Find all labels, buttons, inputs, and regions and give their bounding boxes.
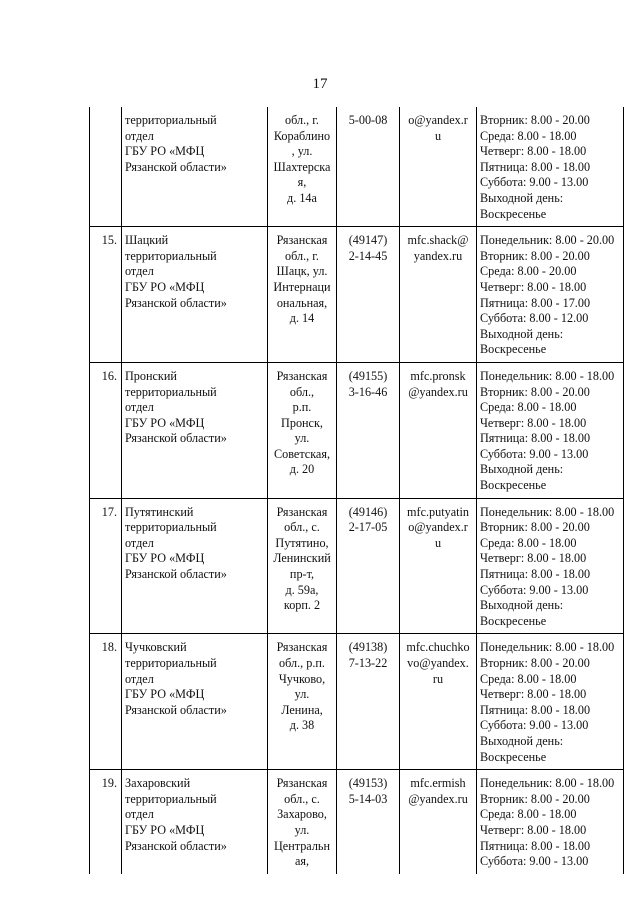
- office-address-line: д. 20: [289, 462, 315, 477]
- office-hours-line: Четверг: 8.00 - 18.00: [480, 822, 587, 837]
- row-number-cell: 18.: [90, 634, 122, 770]
- office-hours-line: Четверг: 8.00 - 18.00: [480, 144, 587, 159]
- office-name-line: Чучковский: [125, 640, 187, 655]
- office-phone-cell: [337, 227, 400, 363]
- office-email-line: mfc.chuchko: [406, 640, 470, 655]
- office-name-cell: [122, 498, 268, 634]
- office-name-line: отдел: [125, 400, 154, 415]
- office-name-line: Рязанской области»: [125, 567, 227, 582]
- office-phone-line: 5-00-08: [348, 113, 388, 127]
- office-address-line: Кораблино: [273, 128, 331, 143]
- office-address-line: обл., с.: [284, 520, 320, 535]
- office-address-line: ая,: [294, 854, 310, 869]
- office-address-line: обл., г.: [285, 113, 319, 127]
- office-email-line: @yandex.ru: [408, 384, 468, 399]
- office-address-line: Рязанская: [276, 640, 328, 655]
- office-name-line: Шацкий: [125, 233, 169, 248]
- office-name-cell: [122, 770, 268, 874]
- office-email-line: u: [434, 128, 442, 143]
- office-address-line: Рязанская: [276, 776, 328, 791]
- office-name-line: Рязанской области»: [125, 702, 227, 717]
- office-phone-line: (49146): [348, 504, 388, 519]
- office-name-line: ГБУ РО «МФЦ: [125, 687, 205, 702]
- office-name-line: ГБУ РО «МФЦ: [125, 144, 205, 159]
- office-hours-line: Четверг: 8.00 - 18.00: [480, 415, 587, 430]
- office-email-line: mfc.shack@: [407, 233, 469, 248]
- office-email-line: vo@yandex.: [407, 656, 469, 670]
- office-address-line: ул.: [294, 822, 310, 837]
- office-name-line: Рязанской области»: [125, 295, 227, 310]
- office-hours-line: Воскресенье: [480, 749, 547, 764]
- row-number-cell: 19.: [90, 770, 122, 874]
- office-name-line: территориальный: [125, 656, 217, 670]
- office-email-cell: [400, 634, 477, 770]
- office-hours-line: Вторник: 8.00 - 20.00: [480, 791, 590, 806]
- office-address-line: Путятино,: [275, 535, 329, 550]
- office-hours-line: Воскресенье: [480, 613, 547, 628]
- office-address-line: Шахтерска: [273, 159, 331, 174]
- table-row: [90, 634, 624, 770]
- office-hours-line: Четверг: 8.00 - 18.00: [480, 551, 587, 566]
- office-hours-cell: [477, 634, 624, 770]
- page-number: 17: [312, 76, 328, 92]
- office-hours-line: Пятница: 8.00 - 18.00: [480, 159, 591, 174]
- office-address-line: Пронск,: [281, 415, 323, 430]
- row-number-cell: 15.: [90, 227, 122, 363]
- office-hours-line: Понедельник: 8.00 - 18.00: [480, 368, 615, 383]
- office-address-cell: [268, 362, 337, 498]
- office-hours-line: Воскресенье: [480, 206, 547, 221]
- office-email-cell: [400, 770, 477, 874]
- office-hours-line: Четверг: 8.00 - 18.00: [480, 687, 587, 702]
- office-phone-line: 2-14-45: [348, 248, 388, 263]
- office-hours-cell: [477, 107, 624, 227]
- office-name-line: отдел: [125, 535, 154, 550]
- office-hours-cell: [477, 770, 624, 874]
- row-number-cell: [90, 107, 122, 227]
- office-address-cell: [268, 498, 337, 634]
- office-phone-line: (49155): [348, 368, 388, 383]
- office-address-line: Рязанская: [276, 368, 328, 383]
- office-name-line: Рязанской области»: [125, 431, 227, 446]
- office-hours-line: Выходной день:: [480, 462, 564, 477]
- office-address-line: корп. 2: [283, 598, 321, 613]
- office-name-line: Рязанской области»: [125, 838, 227, 853]
- row-number-cell: 17.: [90, 498, 122, 634]
- office-name-line: территориальный: [125, 248, 217, 263]
- office-address-line: обл., с.: [284, 791, 320, 806]
- office-address-line: обл., г.: [285, 248, 319, 263]
- office-name-cell: [122, 362, 268, 498]
- table-row: [90, 498, 624, 634]
- office-hours-line: Выходной день:: [480, 326, 564, 341]
- office-email-line: mfc.ermish: [410, 776, 466, 791]
- office-email-line: mfc.pronsk: [410, 368, 466, 383]
- office-email-cell: [400, 498, 477, 634]
- table-row: [90, 107, 624, 227]
- office-name-line: территориальный: [125, 791, 217, 806]
- row-number-cell: 16.: [90, 362, 122, 498]
- office-address-line: ул.: [294, 431, 310, 446]
- office-hours-line: Пятница: 8.00 - 18.00: [480, 431, 591, 446]
- table-row: [90, 227, 624, 363]
- office-phone-cell: [337, 634, 400, 770]
- office-address-line: д. 59а,: [285, 582, 319, 597]
- office-address-line: Центральн: [274, 838, 330, 853]
- office-phone-cell: [337, 107, 400, 227]
- office-hours-line: Вторник: 8.00 - 20.00: [480, 656, 590, 670]
- office-address-line: обл., р.п.: [279, 656, 325, 670]
- office-email-line: mfc.putyatin: [407, 504, 469, 519]
- office-address-cell: [268, 227, 337, 363]
- office-address-line: д. 38: [289, 718, 315, 733]
- office-address-line: Советская,: [274, 446, 330, 461]
- office-phone-line: (49138): [348, 640, 388, 655]
- office-phone-cell: [337, 498, 400, 634]
- office-hours-line: Понедельник: 8.00 - 18.00: [480, 776, 615, 791]
- office-email-cell: [400, 227, 477, 363]
- office-phone-line: (49153): [348, 776, 388, 791]
- office-address-cell: [268, 107, 337, 227]
- office-name-line: отдел: [125, 671, 154, 686]
- office-hours-line: Пятница: 8.00 - 18.00: [480, 838, 591, 853]
- office-hours-line: Выходной день:: [480, 733, 564, 748]
- office-hours-line: Среда: 8.00 - 20.00: [480, 264, 577, 279]
- office-phone-line: 3-16-46: [348, 384, 388, 399]
- office-hours-line: Среда: 8.00 - 18.00: [480, 535, 577, 550]
- office-hours-line: Среда: 8.00 - 18.00: [480, 400, 577, 415]
- office-hours-cell: [477, 227, 624, 363]
- office-email-line: ru: [432, 671, 444, 686]
- office-address-line: д. 14а: [287, 190, 317, 205]
- office-hours-line: Понедельник: 8.00 - 18.00: [480, 504, 615, 519]
- office-phone-line: 2-17-05: [348, 520, 388, 535]
- office-hours-line: Вторник: 8.00 - 20.00: [480, 248, 590, 263]
- office-address-line: я,: [297, 175, 307, 190]
- office-name-line: территориальный: [125, 384, 217, 399]
- office-hours-line: Пятница: 8.00 - 18.00: [480, 702, 591, 717]
- office-name-line: ГБУ РО «МФЦ: [125, 551, 205, 566]
- office-hours-line: Понедельник: 8.00 - 20.00: [480, 233, 615, 248]
- office-name-line: ГБУ РО «МФЦ: [125, 415, 205, 430]
- office-hours-line: Понедельник: 8.00 - 18.00: [480, 640, 615, 655]
- office-email-line: yandex.ru: [413, 248, 463, 263]
- office-address-line: , ул.: [291, 144, 313, 159]
- office-hours-line: Суббота: 9.00 - 13.00: [480, 582, 589, 597]
- office-address-line: Ленина,: [281, 702, 323, 717]
- office-email-line: @yandex.ru: [408, 791, 468, 806]
- office-name-line: ГБУ РО «МФЦ: [125, 822, 205, 837]
- office-address-line: р.п.: [292, 400, 312, 415]
- office-address-line: Интернаци: [273, 279, 331, 294]
- office-address-line: Ленинский: [273, 551, 331, 566]
- office-phone-line: 7-13-22: [348, 656, 388, 670]
- office-name-line: Путятинский: [125, 504, 194, 519]
- office-email-line: o@yandex.r: [408, 520, 468, 535]
- office-phone-line: 5-14-03: [348, 791, 388, 806]
- office-address-line: ул.: [294, 687, 310, 702]
- office-address-line: пр-т,: [289, 567, 315, 582]
- office-hours-line: Выходной день:: [480, 190, 564, 205]
- office-address-line: Рязанская: [276, 504, 328, 519]
- office-address-line: д. 14: [289, 311, 315, 326]
- office-hours-cell: [477, 498, 624, 634]
- office-hours-line: Суббота: 9.00 - 13.00: [480, 175, 589, 190]
- office-address-line: Шацк, ул.: [276, 264, 328, 279]
- office-phone-line: (49147): [348, 233, 388, 248]
- office-hours-line: Четверг: 8.00 - 18.00: [480, 279, 587, 294]
- office-name-cell: [122, 107, 268, 227]
- office-hours-line: Среда: 8.00 - 18.00: [480, 128, 577, 143]
- mfc-offices-table: [89, 107, 624, 874]
- office-hours-line: Воскресенье: [480, 478, 547, 493]
- office-hours-line: Суббота: 9.00 - 13.00: [480, 446, 589, 461]
- office-address-line: Захарово,: [277, 807, 327, 822]
- office-hours-line: Среда: 8.00 - 18.00: [480, 807, 577, 822]
- office-hours-line: Воскресенье: [480, 342, 547, 357]
- office-hours-line: Вторник: 8.00 - 20.00: [480, 384, 590, 399]
- office-address-line: Рязанская: [276, 233, 328, 248]
- office-name-line: отдел: [125, 128, 154, 143]
- office-address-cell: [268, 770, 337, 874]
- office-name-line: отдел: [125, 264, 154, 279]
- office-phone-cell: [337, 362, 400, 498]
- office-hours-line: Суббота: 8.00 - 12.00: [480, 311, 589, 326]
- table-row: [90, 770, 624, 874]
- office-name-cell: [122, 634, 268, 770]
- office-address-line: обл.,: [289, 384, 315, 399]
- table-body: [90, 107, 624, 874]
- office-hours-line: Суббота: 9.00 - 13.00: [480, 854, 589, 869]
- office-name-cell: [122, 227, 268, 363]
- office-email-line: u: [434, 535, 442, 550]
- office-email-cell: [400, 107, 477, 227]
- office-hours-line: Вторник: 8.00 - 20.00: [480, 520, 590, 535]
- office-hours-line: Выходной день:: [480, 598, 564, 613]
- office-hours-line: Пятница: 8.00 - 17.00: [480, 295, 591, 310]
- office-hours-cell: [477, 362, 624, 498]
- office-email-cell: [400, 362, 477, 498]
- office-email-line: o@yandex.r: [408, 113, 468, 127]
- office-hours-line: Среда: 8.00 - 18.00: [480, 671, 577, 686]
- office-name-line: ГБУ РО «МФЦ: [125, 279, 205, 294]
- office-hours-line: Пятница: 8.00 - 18.00: [480, 567, 591, 582]
- office-name-line: Пронский: [125, 368, 177, 383]
- office-name-line: Рязанской области»: [125, 159, 227, 174]
- office-address-line: Чучково,: [278, 671, 326, 686]
- office-address-line: ональная,: [276, 295, 328, 310]
- office-name-line: отдел: [125, 807, 154, 822]
- office-name-line: территориальный: [125, 520, 217, 535]
- table-row: [90, 362, 624, 498]
- office-name-line: Захаровский: [125, 776, 191, 791]
- office-address-cell: [268, 634, 337, 770]
- office-name-line: территориальный: [125, 113, 217, 127]
- office-hours-line: Суббота: 9.00 - 13.00: [480, 718, 589, 733]
- office-hours-line: Вторник: 8.00 - 20.00: [480, 113, 590, 127]
- office-phone-cell: [337, 770, 400, 874]
